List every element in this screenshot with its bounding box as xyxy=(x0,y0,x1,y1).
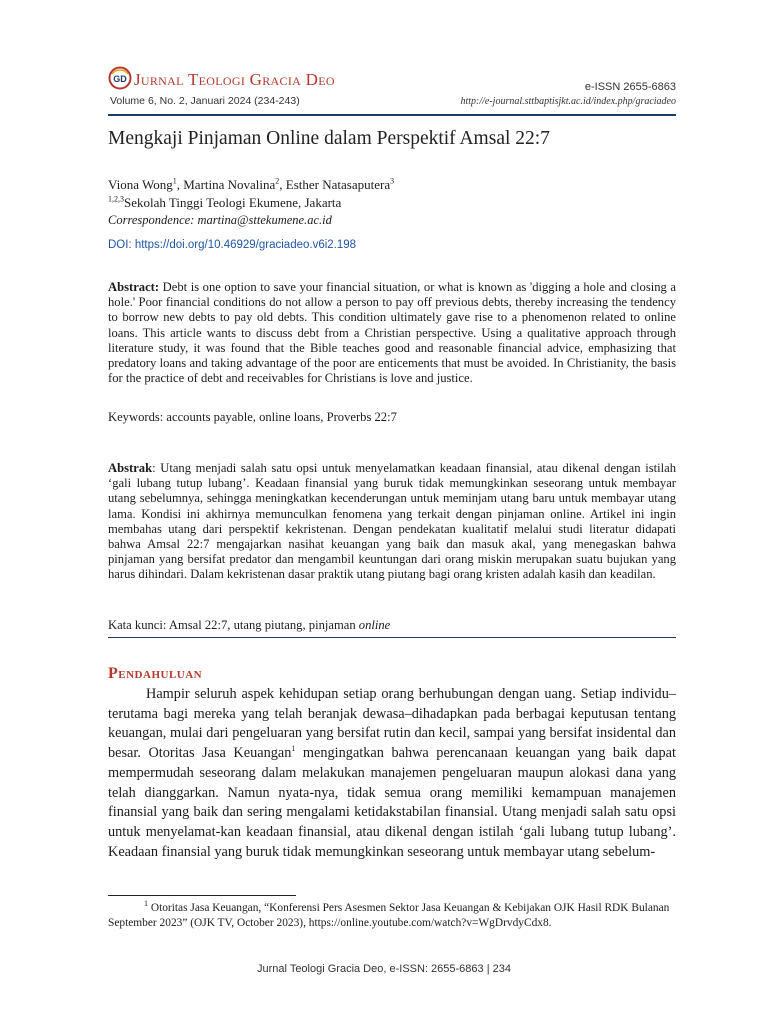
abstract-text: Debt is one option to save your financial situation, or what is known as 'digging a hole and closing a hole.' Poor financial conditions do not allow a person to pay off previous debts, thereby increasing the tendency to borrow new debts to pay old debts. This condition ultimately gave rise to a phenomenon related to online loans. This article wants to discuss debt from a Christian perspective. Using a qualitative approach through literature study, it was found that the Bible teaches good and reasonable financial advice, emphasizing that predatory loans and taking advantage of the poor are enticements that must be avoided. In Christianity, the basis for the practice of debt and receivables for Christians is love and justice. xyxy=(108,280,676,386)
footnote-reference[interactable]: 1 xyxy=(291,744,296,754)
journal-name: Jurnal Teologi Gracia Deo xyxy=(134,70,335,89)
abstract-label: Abstract: xyxy=(108,280,160,294)
author-name: Martina Novalina xyxy=(183,177,276,192)
doi-link[interactable]: DOI: https://doi.org/10.46929/graciadeo.v6i2.198 xyxy=(108,239,357,251)
body-paragraph: Hampir seluruh aspek kehidupan setiap orang berhubungan dengan uang. Setiap individu–terutama bagi mereka yang telah beranjak dewasa–dihadapkan pada berbagai keputusan tentang keuangan, mulai dari pengeluaran yang bersifat rutin dan kecil, sampai yang bersifat insidental dan besar. Otoritas Jasa Keuangan$^1$ mengingatkan bahwa perencanaan keuangan yang baik dapat mempermudah seseorang dalam melakukan manajemen pengeluaran maupun alokasi dana yang telah dianggarkan. Namun nyata-nya, tidak semua orang memiliki kemampuan manajemen finansial yang baik dan sering mengalami ketidakstabilan finansial. Utang menjadi salah satu opsi untuk menyelamat-kan keadaan finansial, atau dikenal dengan istilah ‘gali lubang tutup lubang’. Keadaan finansial yang buruk tidak memungkinkan seseorang untuk membayar utang sebelum- xyxy=(108,686,676,860)
affiliation: $^{1,2,3}$Sekolah Tinggi Teologi Ekumene, Jakarta xyxy=(108,194,342,210)
abstrak-label: Abstrak xyxy=(108,461,153,475)
header-divider xyxy=(108,114,676,116)
abstract-indonesian xyxy=(108,461,676,583)
abstract-divider xyxy=(108,637,676,638)
journal-url[interactable]: http://e-journal.sttbaptisjkt.ac.id/index.php/graciadeo xyxy=(460,96,676,107)
journal-header xyxy=(108,66,676,118)
keywords-indonesian: Kata kunci: Amsal 22:7, utang piutang, pinjaman online xyxy=(108,618,391,632)
abstract-english xyxy=(108,280,676,386)
abstrak-text: : Utang menjadi salah satu opsi untuk menyelamatkan keadaan finansial, atau dikenal dengan istilah ‘gali lubang tutup lubang’. Keadaan finansial yang buruk tidak memungkinkan seseorang untuk membayar utang sebelumnya, sehingga meningkatkan kecenderungan untuk meminjam utang baru untuk membayar utang lama. Kondisi ini akhirnya memunculkan fenomena yang terkait dengan pinjaman online. Artikel ini ingin membahas utang dari perspektif kekristenan. Dengan pendekatan kualitatif melalui studi literatur didapati bahwa Amsal 22:7 mengajarkan nasihat keuangan yang baik dan masuk akal, yang menegaskan bahwa pinjaman yang bersifat predator dan mengambil keuntungan dari orang miskin merupakan suatu bujukan yang harus dihindari. Dalam kekristenan dasar praktik utang piutang bagi orang kristen adalah kasih dan keadilan. xyxy=(108,461,676,582)
page-footer: Jurnal Teologi Gracia Deo, e-ISSN: 2655-6863 | 234 xyxy=(257,963,511,975)
correspondence: Correspondence: martina@sttekumene.ac.id xyxy=(108,213,332,227)
journal-logo-icon xyxy=(108,66,132,90)
article-title: Mengkaji Pinjaman Online dalam Perspektif Amsal 22:7 xyxy=(108,128,550,149)
author-list: Viona Wong$^1$, Martina Novalina$^2$, Esther Natasaputera$^3$ xyxy=(108,176,395,192)
author-name: Viona Wong xyxy=(108,177,173,192)
footnote-divider xyxy=(108,895,296,896)
volume-info: Volume 6, No. 2, Januari 2024 (234-243) xyxy=(110,95,300,107)
author-name: Esther Natasaputera xyxy=(285,177,391,192)
keywords-english: Keywords: accounts payable, online loans, Proverbs 22:7 xyxy=(108,410,397,424)
section-heading: Pendahuluan xyxy=(108,665,203,682)
issn: e-ISSN 2655-6863 xyxy=(584,81,676,93)
footnote: $^1$ Otoritas Jasa Keuangan, “Konferensi Pers Asesmen Sektor Jasa Keuangan & Kebijakan OJK Hasil RDK Bulanan September 2023” (OJK TV, October 2023), https://online.youtube.com/watch?v=WgDrvdyCdx8. xyxy=(108,899,670,929)
svg-text:GD: GD xyxy=(113,74,127,84)
